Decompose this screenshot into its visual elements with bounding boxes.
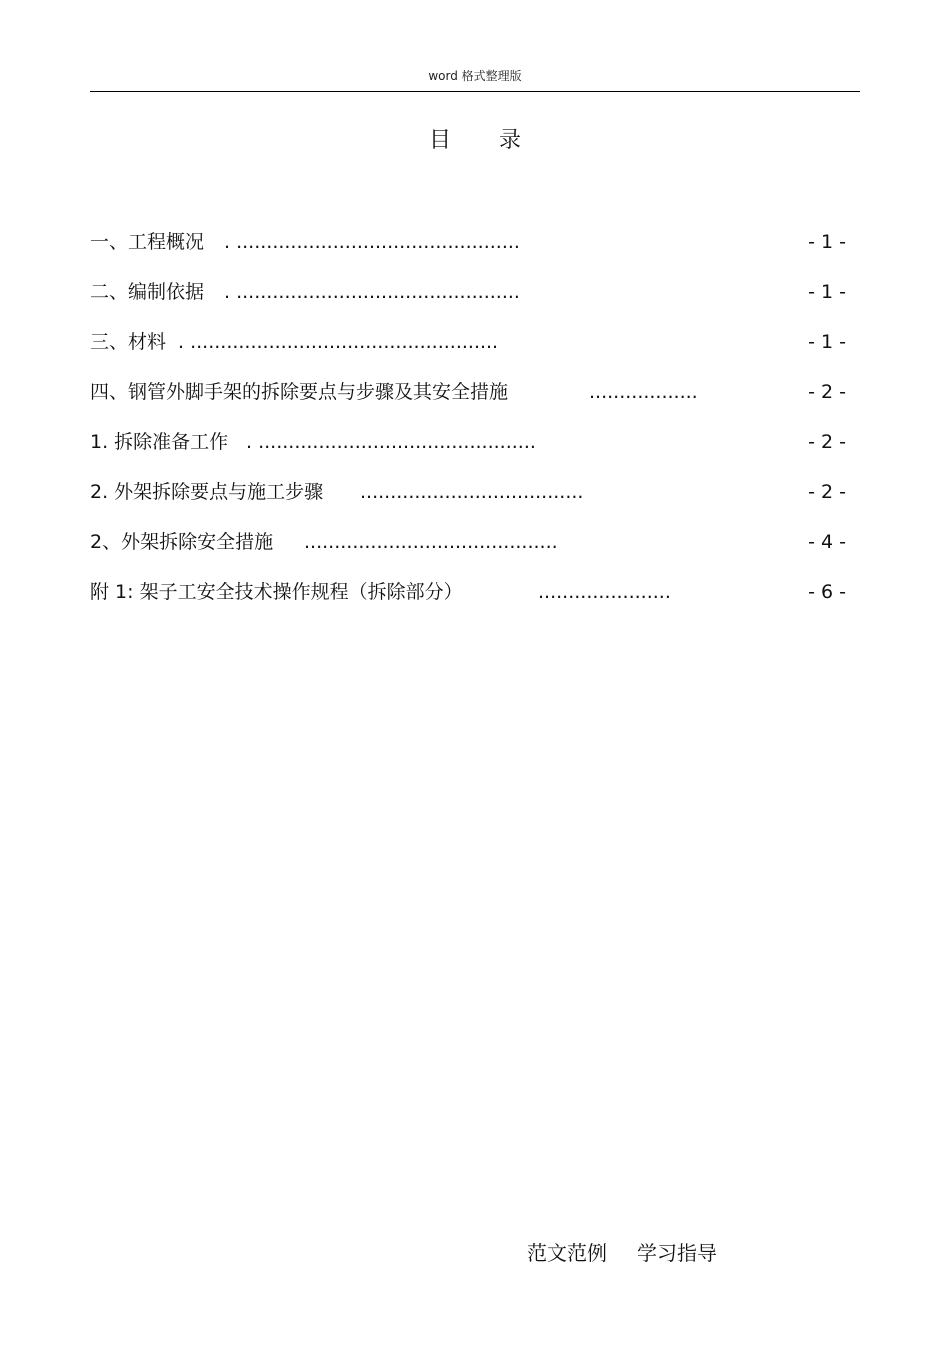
toc-title-left: 目 [428,128,451,153]
toc-entry-3[interactable] [90,326,846,376]
toc-entry-2[interactable] [90,276,846,326]
toc-entry-page: - 1 - [808,331,846,353]
toc-entry-7[interactable] [90,526,846,576]
footer-left-text: 范文范例 [527,1241,607,1265]
toc-entry-text: 三、材料 [90,331,167,353]
toc-entry-page: - 1 - [808,231,846,253]
running-header: word 格式整理版 [428,69,522,83]
toc-list [90,226,846,626]
toc-entry-page: - 4 - [808,531,846,553]
toc-entry-text: 1. 拆除准备工作 [90,431,229,453]
toc-entry-leader: .......................................... [304,531,558,553]
toc-entry-leader: . ............................................... [224,231,520,253]
footer-right-text: 学习指导 [637,1241,717,1265]
toc-entry-text: 一、工程概况 [90,231,205,253]
toc-entry-leader: ...................... [538,581,671,603]
toc-entry-8[interactable] [90,576,846,626]
toc-entry-6[interactable] [90,476,846,526]
toc-title-right: 录 [499,128,522,153]
toc-entry-leader: . .............................................. [246,431,536,453]
page-footer [527,1238,717,1268]
toc-entry-leader: . ................................................... [178,331,499,353]
toc-entry-page: - 6 - [808,581,846,603]
toc-entry-page: - 2 - [808,431,846,453]
toc-entry-text: 四、钢管外脚手架的拆除要点与步骤及其安全措施 [90,381,509,403]
toc-entry-page: - 2 - [808,381,846,403]
toc-entry-text: 2、外架拆除安全措施 [90,531,274,553]
toc-entry-text: 2. 外架拆除要点与施工步骤 [90,481,324,503]
toc-entry-4[interactable] [90,376,846,426]
toc-entry-leader: ..................................... [360,481,584,503]
toc-entry-leader: . ............................................... [224,281,520,303]
toc-title [0,126,950,156]
toc-entry-page: - 2 - [808,481,846,503]
toc-entry-5[interactable] [90,426,846,476]
toc-entry-text: 二、编制依据 [90,281,205,303]
toc-entry-1[interactable] [90,226,846,276]
toc-entry-text: 附 1: 架子工安全技术操作规程（拆除部分） [90,581,463,603]
header-rule [90,91,860,92]
toc-entry-leader: .................. [589,381,698,403]
toc-entry-page: - 1 - [808,281,846,303]
